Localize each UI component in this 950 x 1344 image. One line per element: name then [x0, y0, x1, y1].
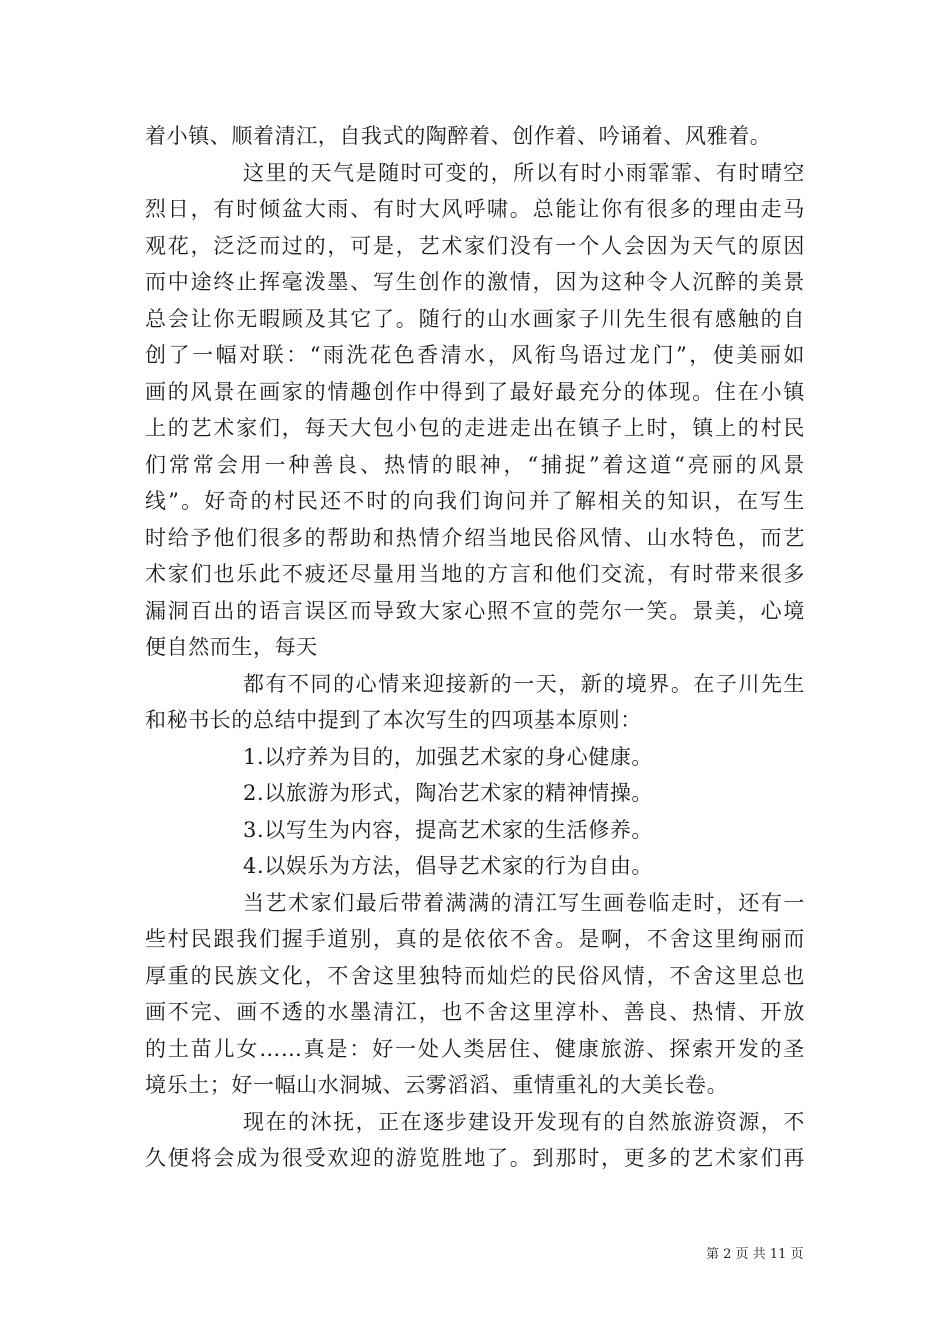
list-item: 2.以旅游为形式，陶冶艺术家的精神情操。: [243, 781, 654, 805]
text-line: 画的风景在画家的情趣创作中得到了最好最充分的体现。住在小镇: [145, 379, 805, 404]
text-line: 都有不同的心情来迎接新的一天，新的境界。在子川先生: [243, 671, 805, 696]
text-line: 画不完、画不透的水墨清江，也不舍这里淳朴、善良、热情、开放: [145, 1000, 805, 1024]
text-line: 烈日，有时倾盆大雨、有时大风呼啸。总能让你有很多的理由走马: [145, 197, 805, 221]
page-number-footer: 第 2 页 共 11 页: [706, 1247, 804, 1262]
text-line: 的土苗儿女……真是：好一处人类居住、健康旅游、探索开发的圣: [145, 1036, 805, 1061]
text-line: 观花，泛泛而过的，可是，艺术家们没有一个人会因为天气的原因: [145, 233, 805, 258]
list-item: 1.以疗养为目的，加强艺术家的身心健康。: [243, 744, 654, 769]
text-line: 久便将会成为很受欢迎的游览胜地了。到那时，更多的艺术家们再: [145, 1146, 805, 1170]
list-item: 3.以写生为内容，提高艺术家的生活修养。: [243, 817, 654, 842]
text-line: 线”。好奇的村民还不时的向我们询问并了解相关的知识，在写生: [145, 489, 805, 513]
text-line: 境乐土；好一幅山水洞城、云雾滔滔、重情重礼的大美长卷。: [145, 1073, 729, 1097]
text-line: 些村民跟我们握手道别，真的是依依不舍。是啊，不舍这里绚丽而: [145, 927, 805, 951]
document-body: [145, 118, 805, 1177]
text-line: 着小镇、顺着清江，自我式的陶醉着、创作着、吟诵着、风雅着。: [145, 124, 772, 148]
text-line: 术家们也乐此不疲还尽量用当地的方言和他们交流，有时带来很多: [145, 562, 805, 586]
text-line: 现在的沐抚，正在逐步建设开发现有的自然旅游资源，不: [243, 1109, 805, 1134]
text-line: 而中途终止挥毫泼墨、写生创作的激情，因为这种令人沉醉的美景: [145, 270, 805, 294]
text-line: 创了一幅对联：“雨洗花色香清水，风衔鸟语过龙门”，使美丽如: [145, 343, 805, 367]
text-line: 总会让你无暇顾及其它了。随行的山水画家子川先生很有感触的自: [145, 306, 805, 331]
text-line: 便自然而生，每天: [145, 635, 318, 659]
text-line: 时给予他们很多的帮助和热情介绍当地民俗风情、山水特色，而艺: [145, 525, 805, 550]
text-line: 漏洞百出的语言误区而导致大家心照不宣的莞尔一笑。景美，心境: [145, 598, 805, 623]
text-line: 当艺术家们最后带着满满的清江写生画卷临走时，还有一: [243, 890, 805, 915]
text-line: 上的艺术家们，每天大包小包的走进走出在镇子上时，镇上的村民: [145, 416, 805, 440]
text-line: 和秘书长的总结中提到了本次写生的四项基本原则：: [145, 708, 642, 732]
list-item: 4.以娱乐为方法，倡导艺术家的行为自由。: [243, 854, 654, 878]
text-line: 们常常会用一种善良、热情的眼神，“捕捉”着这道“亮丽的风景: [145, 452, 805, 477]
text-line: 厚重的民族文化，不舍这里独特而灿烂的民俗风情，不舍这里总也: [145, 963, 805, 988]
text-line: 这里的天气是随时可变的，所以有时小雨霏霏、有时晴空: [243, 160, 805, 185]
